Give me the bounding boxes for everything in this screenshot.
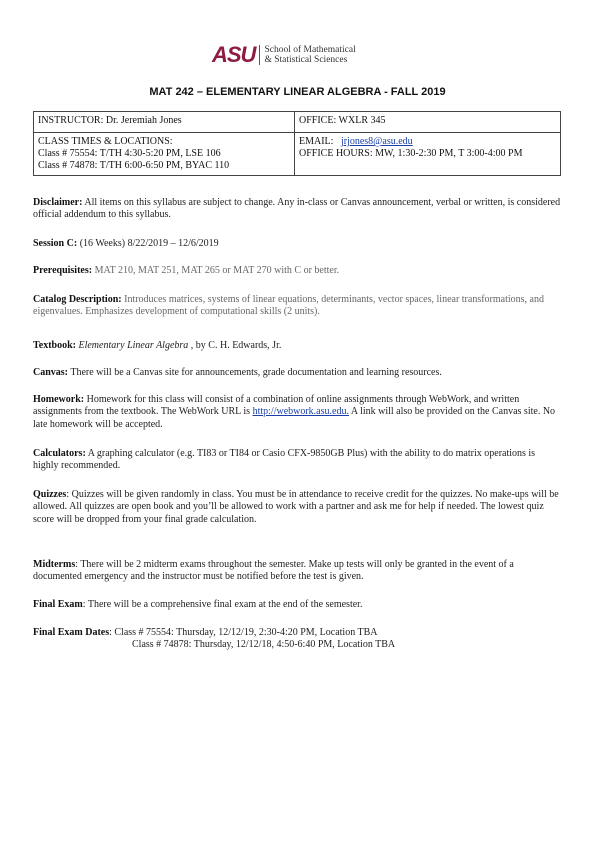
instructor-cell: INSTRUCTOR: Dr. Jeremiah Jones bbox=[34, 112, 295, 133]
textbook-author: , by C. H. Edwards, Jr. bbox=[188, 340, 282, 351]
homework-text-2: A link will also be provided on the Canvas site. No late homework will be accepted. bbox=[33, 406, 556, 430]
calculators-paragraph bbox=[33, 448, 561, 473]
prerequisites-text: MAT 210, MAT 251, MAT 265 or MAT 270 with C or better. bbox=[92, 265, 340, 276]
final-exam-label: Final Exam bbox=[33, 599, 83, 610]
quizzes-text: : Quizzes will be given randomly in class. You must be in attendance to receive credit for the quizzes. No make-ups will be allowed. All quizzes are open book and you’ll be allowed to work with a partner and ask me for help if needed. The lowest quiz score will be dropped from your final grade calculation. bbox=[33, 489, 559, 525]
catalog-paragraph bbox=[33, 294, 561, 319]
asu-logo bbox=[212, 43, 356, 67]
class-time-1: Class # 75554: T/TH 4:30-5:20 PM, LSE 106 bbox=[38, 148, 221, 159]
webwork-link[interactable]: http://webwork.asu.edu. bbox=[252, 406, 349, 418]
class-time-2: Class # 74878: T/TH 6:00-6:50 PM, BYAC 110 bbox=[38, 160, 230, 171]
school-name-line-2: & Statistical Sciences bbox=[264, 55, 348, 65]
office-cell: OFFICE: WXLR 345 bbox=[295, 112, 561, 133]
contact-cell bbox=[295, 133, 561, 176]
final-exam-text: : There will be a comprehensive final exam at the end of the semester. bbox=[82, 599, 363, 610]
quizzes-paragraph bbox=[33, 489, 561, 526]
catalog-text: Introduces matrices, systems of linear equations, determinants, vector spaces, linear transformations, and eigenvalues. Emphasizes development of computational skills (2 units). bbox=[33, 294, 544, 318]
textbook-title: Elementary Linear Algebra bbox=[78, 340, 189, 351]
canvas-text: There will be a Canvas site for announcements, grade documentation and learning resources. bbox=[68, 367, 442, 378]
final-exam-paragraph bbox=[33, 599, 561, 611]
midterms-label: Midterms bbox=[33, 559, 76, 570]
homework-paragraph bbox=[33, 394, 561, 431]
info-row-1 bbox=[34, 112, 561, 133]
class-times-cell bbox=[34, 133, 295, 176]
info-row-2 bbox=[34, 133, 561, 176]
disclaimer-paragraph bbox=[33, 197, 561, 222]
disclaimer-label: Disclaimer: bbox=[33, 197, 83, 208]
textbook-label: Textbook: bbox=[33, 340, 76, 351]
school-name bbox=[264, 45, 355, 65]
midterms-text: : There will be 2 midterm exams throughout the semester. Make up tests will only be granted in the event of a documented emergency and the instructor must be notified before the test is given. bbox=[33, 559, 514, 583]
course-info-table bbox=[33, 111, 561, 176]
logo-divider bbox=[259, 45, 260, 65]
canvas-label: Canvas: bbox=[33, 367, 69, 378]
homework-text: Homework for this class will consist of a combination of online assignments through WebWork, and written assignments from the textbook. The WebWork URL is bbox=[33, 394, 520, 418]
course-title: MAT 242 – ELEMENTARY LINEAR ALGEBRA - FALL 2019 bbox=[149, 86, 446, 98]
email-link[interactable]: jrjones8@asu.edu bbox=[340, 136, 413, 147]
session-text: (16 Weeks) 8/22/2019 – 12/6/2019 bbox=[77, 238, 219, 249]
catalog-label: Catalog Description: bbox=[33, 294, 122, 305]
calculators-text: A graphing calculator (e.g. TI83 or TI84 or Casio CFX-9850GB Plus) with the ability to do matrix operations is highly recommended. bbox=[33, 448, 536, 472]
canvas-paragraph bbox=[33, 367, 561, 379]
class-times-heading: CLASS TIMES & LOCATIONS: bbox=[38, 136, 173, 147]
final-exam-date-2: Class # 74878: Thursday, 12/12/18, 4:50-6:40 PM, Location TBA bbox=[132, 639, 396, 651]
prerequisites-paragraph bbox=[33, 265, 561, 277]
final-exam-date-1: : Class # 75554: Thursday, 12/12/19, 2:30-4:20 PM, Location TBA bbox=[109, 627, 378, 638]
homework-label: Homework: bbox=[33, 394, 85, 405]
textbook-paragraph bbox=[33, 340, 561, 352]
session-paragraph bbox=[33, 238, 561, 250]
calculators-label: Calculators: bbox=[33, 448, 86, 459]
quizzes-label: Quizzes bbox=[33, 489, 67, 500]
school-name-line-1: School of Mathematical bbox=[264, 45, 356, 55]
session-label: Session C: bbox=[33, 238, 78, 249]
prerequisites-label: Prerequisites: bbox=[33, 265, 93, 276]
office-hours: OFFICE HOURS: MW, 1:30-2:30 PM, T 3:00-4:00 PM bbox=[299, 148, 523, 159]
email-label: EMAIL: bbox=[299, 136, 334, 147]
final-exam-dates-label: Final Exam Dates bbox=[33, 627, 110, 638]
asu-logo-mark: ASU bbox=[212, 42, 256, 67]
disclaimer-text: All items on this syllabus are subject to change. Any in-class or Canvas announcement, verbal or written, is considered official addendum to this syllabus. bbox=[33, 197, 561, 221]
final-exam-dates-paragraph bbox=[33, 627, 561, 652]
midterms-paragraph bbox=[33, 559, 561, 584]
